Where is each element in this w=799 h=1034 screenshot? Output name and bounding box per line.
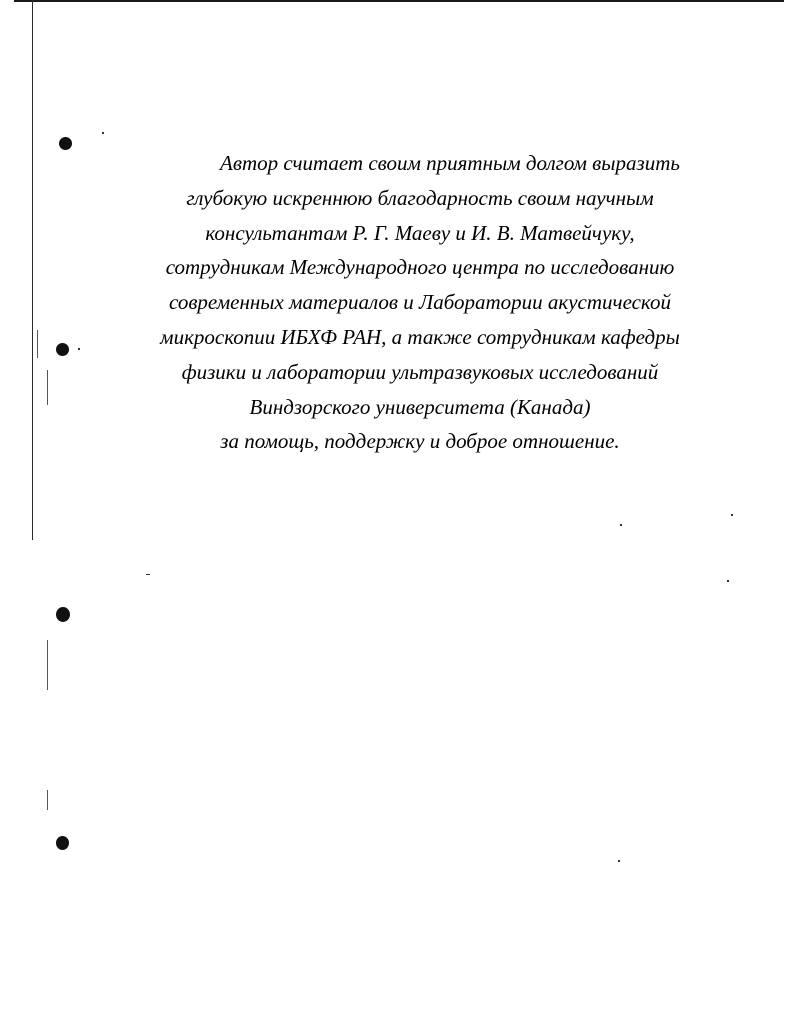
acknowledgement-line: физики и лаборатории ультразвуковых исследований bbox=[181, 359, 659, 384]
left-border-line bbox=[32, 0, 33, 540]
punch-hole-mark bbox=[56, 607, 70, 622]
scan-speck bbox=[78, 348, 80, 350]
scan-artifact bbox=[47, 370, 48, 405]
scan-speck bbox=[731, 514, 733, 516]
scan-artifact bbox=[47, 790, 48, 810]
acknowledgement-line: современных материалов и Лаборатории акустической bbox=[169, 290, 671, 315]
punch-hole-mark bbox=[59, 137, 72, 150]
acknowledgement-line: консультантам Р. Г. Маеву и И. В. Матвейчуку, bbox=[205, 220, 635, 245]
punch-hole-mark bbox=[56, 836, 69, 850]
acknowledgement-line: Автор считает своим приятным долгом выразить bbox=[220, 151, 680, 175]
top-border-line bbox=[14, 0, 784, 2]
acknowledgement-line: глубокую искреннюю благодарность своим научным bbox=[186, 185, 654, 210]
acknowledgement-line: за помощь, поддержку и доброе отношение. bbox=[220, 429, 620, 454]
scan-artifact bbox=[37, 330, 38, 358]
scan-speck bbox=[618, 860, 620, 862]
scan-speck bbox=[146, 574, 150, 575]
scan-speck bbox=[620, 524, 622, 526]
punch-hole-mark bbox=[56, 343, 69, 356]
scan-artifact bbox=[47, 640, 48, 690]
acknowledgement-line: микроскопии ИБХФ РАН, а также сотрудникам кафедры bbox=[160, 324, 680, 349]
scan-speck bbox=[102, 132, 104, 134]
acknowledgement-line: Виндзорского университета (Канада) bbox=[249, 394, 591, 419]
scan-speck bbox=[727, 580, 729, 582]
acknowledgement-text bbox=[120, 146, 720, 459]
acknowledgement-line: сотрудникам Международного центра по исследованию bbox=[165, 255, 675, 280]
